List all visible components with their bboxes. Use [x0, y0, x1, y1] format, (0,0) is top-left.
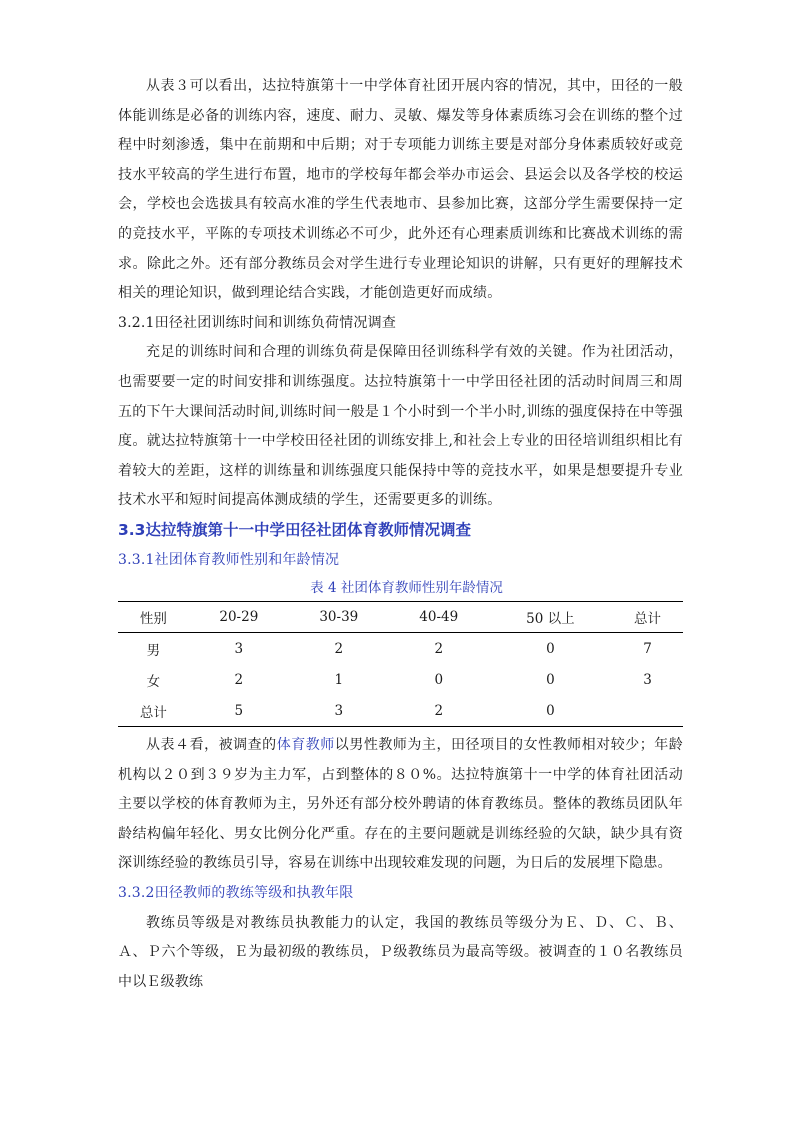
paragraph-table3-analysis: 从表３可以看出，达拉特旗第十一中学体育社团开展内容的情况，其中，田径的一般体能训练是必备的训练内容，速度、耐力、灵敏、爆发等身体素质练习会在训练的整个过程中时刻渗透，集中在前期和中后期；对于专项能力训练主要是对部分身体素质较好或竞技水平较高的学生进行布置，地市的学校每年都会举办市运会、县运会以及各学校的校运会，学校也会选拔具有较高水准的学生代表地市、县参加比赛，这部分学生需要保持一定的竞技水平，平陈的专项技术训练必不可少，此外还有心理素质训练和比赛战术训练的需求。除此之外。还有部分教练员会对学生进行专业理论知识的讲解，只有更好的理解技术相关的理论知识，做到理论结合实践，才能创造更好而成绩。	[118, 78, 683, 302]
table-row	[118, 695, 683, 727]
table-header-row	[118, 602, 683, 633]
document-page	[118, 72, 683, 997]
table-cell: 2	[434, 702, 444, 719]
teacher-gender-age-table	[118, 601, 683, 727]
subsection-heading-3-3-2: 3.3.2田径教师的教练等级和执教年限	[118, 885, 354, 902]
section-heading-3-3: 3.3达拉特旗第十一中学田径社团体育教师情况调查	[118, 520, 471, 539]
header-cell: 50 以上	[489, 602, 612, 633]
table-cell: 3	[234, 640, 244, 657]
table-cell: 3	[643, 671, 652, 688]
table-caption: 表 4 社团体育教师性别年龄情况	[310, 580, 503, 597]
table-cell: 男	[146, 642, 161, 659]
table-cell: 0	[434, 671, 444, 688]
table-cell: 2	[234, 671, 244, 688]
table-cell: 7	[643, 640, 652, 657]
table-cell: 3	[334, 702, 344, 719]
header-cell: 30-39	[289, 602, 389, 633]
paragraph-text: 从表４看，被调查的	[146, 737, 277, 754]
table-cell: 1	[334, 671, 344, 688]
header-cell: 性别	[118, 602, 189, 633]
table-cell: 女	[146, 673, 161, 690]
header-cell: 总计	[612, 602, 683, 633]
table-cell: 0	[546, 671, 555, 688]
paragraph-text: 以男性教师为主，田径项目的女性教师相对较少；年龄机构以２０到３９岁为主力军，占到整体的８０%。达拉特旗第十一中学的体育社团活动主要以学校的体育教师为主，另外还有部分校外聘请的体育教练员。整体的教练员团队年龄结构偏年轻化、男女比例分化严重。存在的主要问题就是训练经验的欠缺，缺少具有资深训练经验的教练员引导，容易在训练中出现较难发现的问题，为日后的发展埋下隐患。	[118, 737, 683, 872]
subsection-heading-3-3-1: 3.3.1社团体育教师性别和年龄情况	[118, 551, 340, 568]
table-cell	[612, 695, 683, 727]
table-cell: 总计	[139, 704, 167, 721]
table-cell: 0	[546, 702, 555, 719]
paragraph-table4-analysis	[118, 731, 683, 879]
table-cell: 2	[334, 640, 344, 657]
paragraph-coach-levels: 教练员等级是对教练员执教能力的认定，我国的教练员等级分为Ｅ、Ｄ、Ｃ、Ｂ、Ａ、Ｐ六个等级，Ｅ为最初级的教练员，Ｐ级教练员为最高等级。被调查的１０名教练员中以Ｅ级教练	[118, 914, 683, 990]
header-cell: 20-29	[189, 602, 289, 633]
table-cell: 5	[234, 702, 244, 719]
header-cell: 40-49	[389, 602, 489, 633]
table-cell: 2	[434, 640, 444, 657]
table-row	[118, 633, 683, 665]
pe-teacher-link[interactable]: 体育教师	[276, 737, 335, 754]
table-row	[118, 664, 683, 695]
table-cell: 0	[546, 640, 555, 657]
subsection-heading-3-2-1: 3.2.1田径社团训练时间和训练负荷情况调查	[118, 314, 397, 331]
paragraph-training-time: 充足的训练时间和合理的训练负荷是保障田径训练科学有效的关键。作为社团活动，也需要要一定的时间安排和训练强度。达拉特旗第十一中学田径社团的活动时间周三和周五的下午大课间活动时间,训练时间一般是１个小时到一个半小时,训练的强度保持在中等强度。就达拉特旗第十一中学校田径社团的训练安排上,和社会上专业的田径培训组织相比有着较大的差距，这样的训练量和训练强度只能保持中等的竞技水平，如果是想要提升专业技术水平和短时间提高体测成绩的学生，还需要更多的训练。	[118, 344, 683, 509]
